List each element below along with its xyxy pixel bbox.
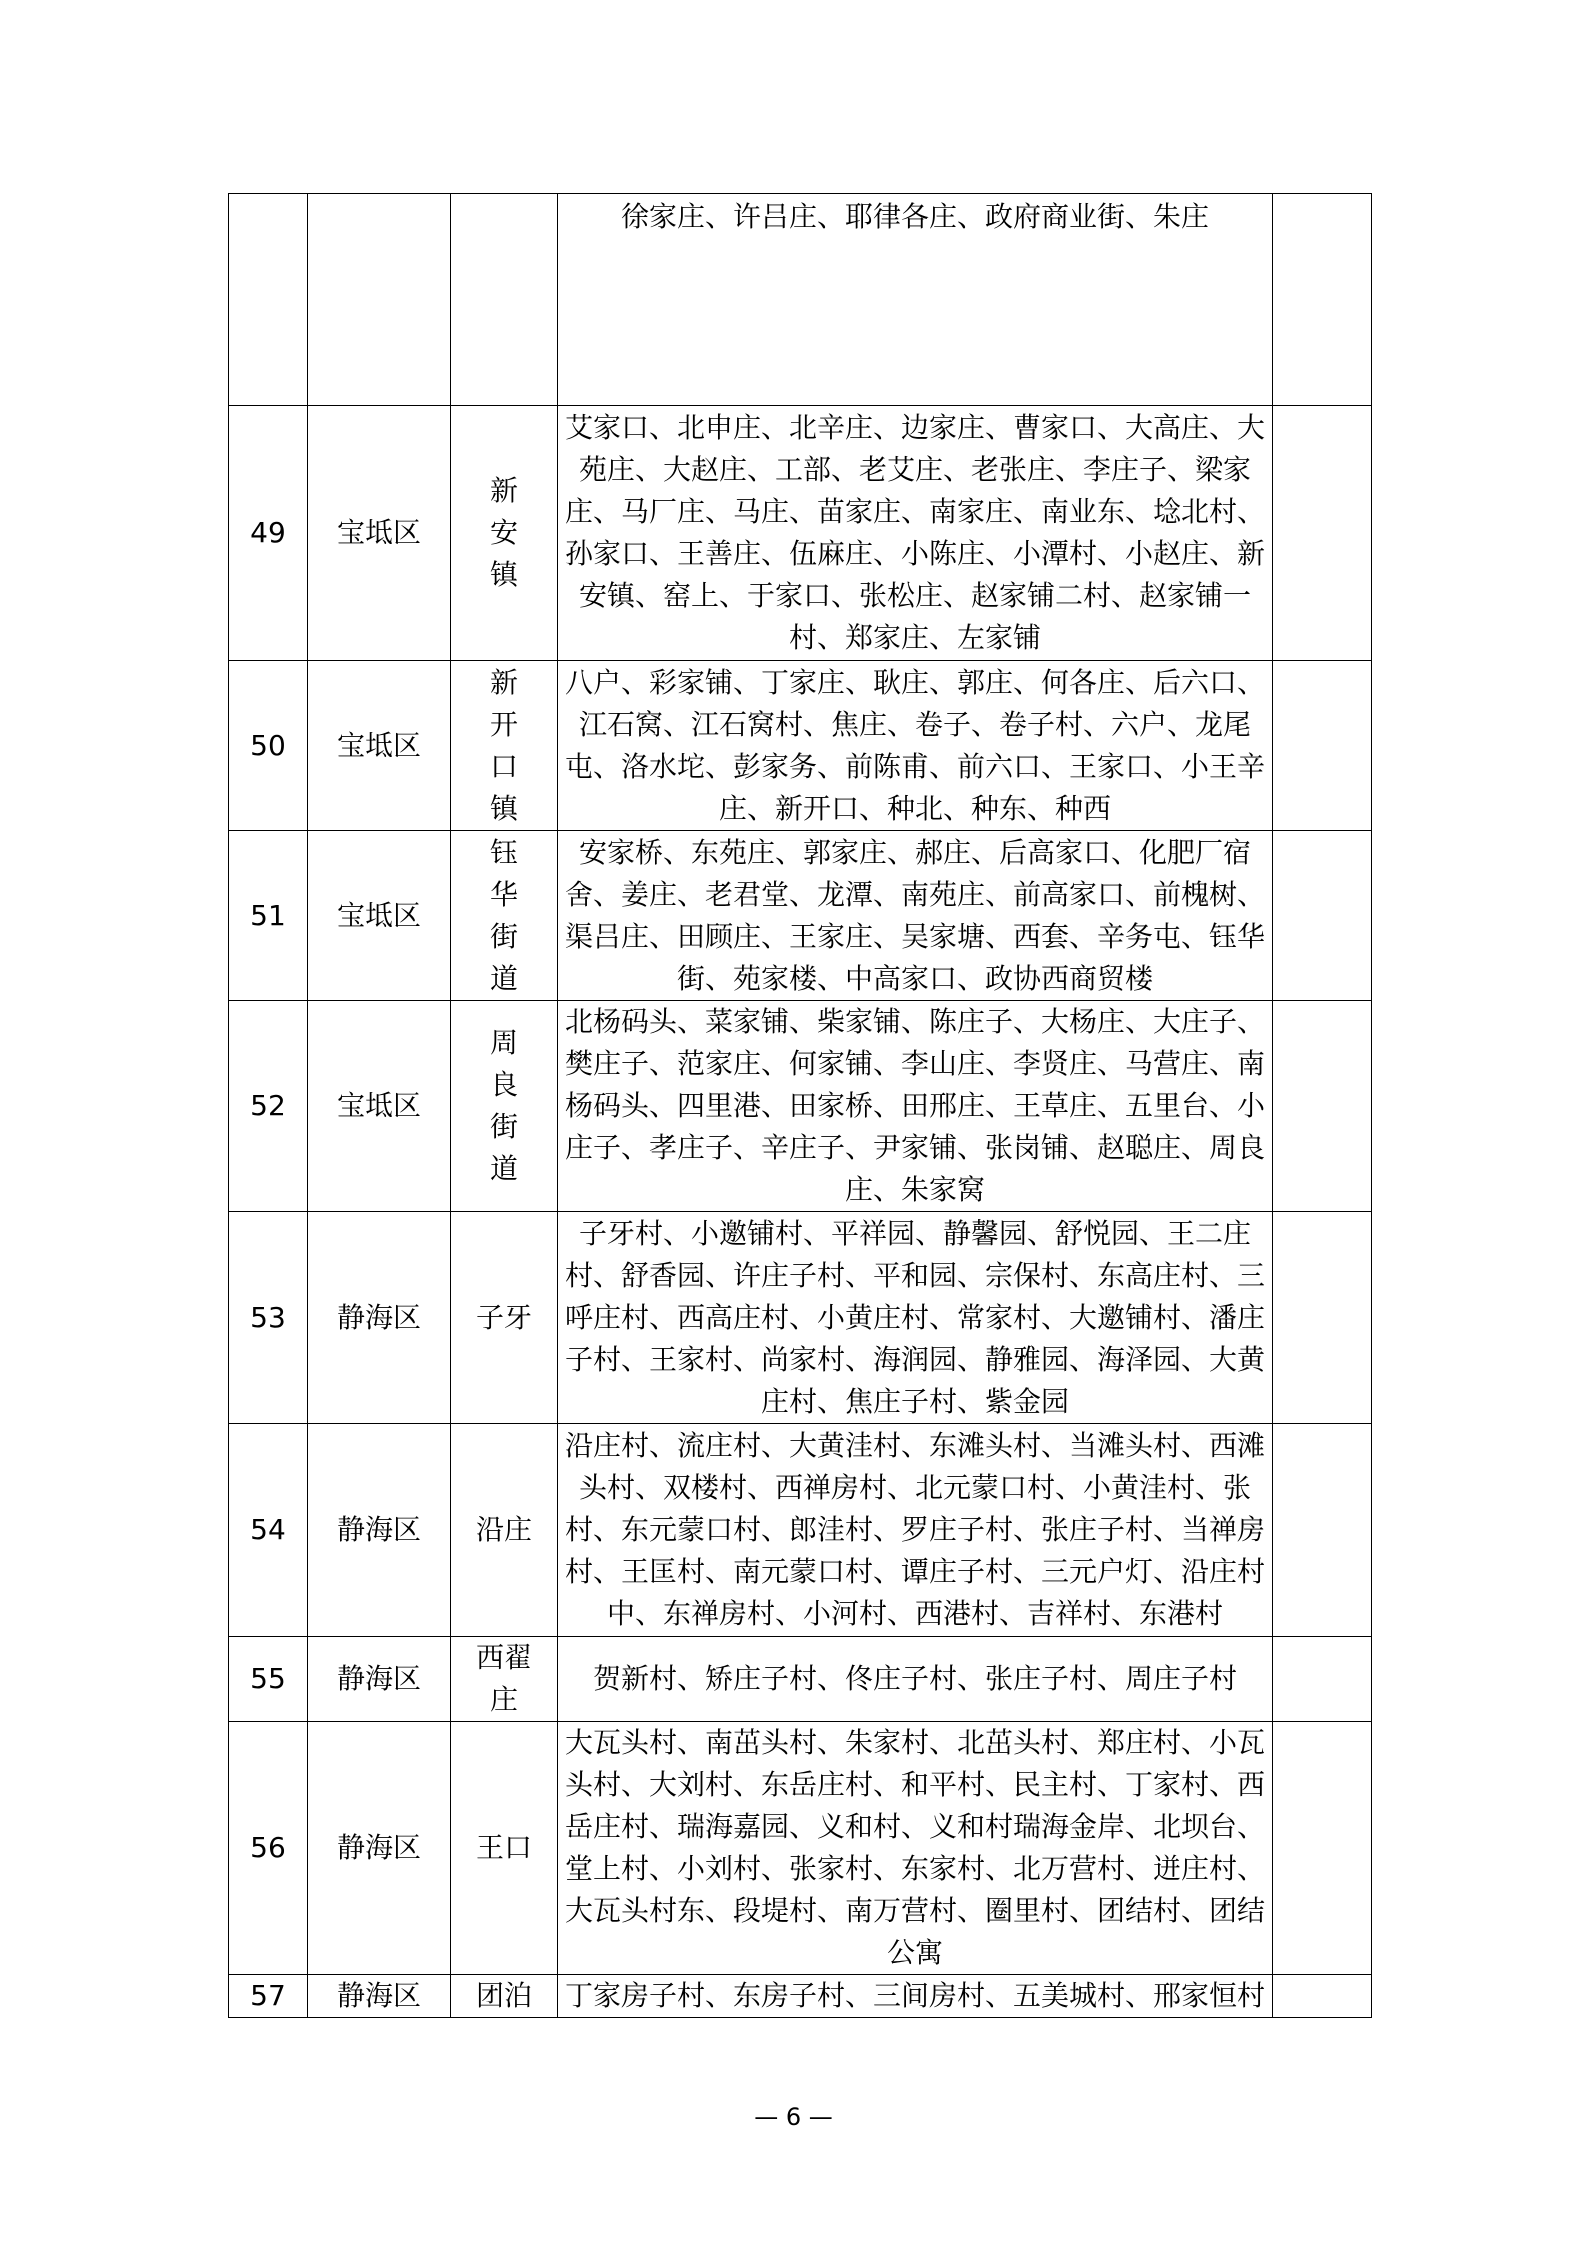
table-row (229, 661, 1372, 831)
note-cell (1273, 661, 1372, 831)
town-cell: 新开口镇 (451, 661, 558, 831)
district-cell: 静海区 (308, 1637, 451, 1722)
village-table (228, 193, 1372, 2018)
table-row (229, 1637, 1372, 1722)
note-cell (1273, 1975, 1372, 2018)
district-cell: 宝坻区 (308, 1001, 451, 1212)
row-number: 57 (229, 1975, 308, 2018)
villages-cell: 丁家房子村、东房子村、三间房村、五美城村、邢家恒村 (558, 1975, 1273, 2018)
note-cell (1273, 1637, 1372, 1722)
row-number: 56 (229, 1722, 308, 1975)
town-cell: 新安镇 (451, 406, 558, 661)
district-cell: 宝坻区 (308, 661, 451, 831)
note-cell (1273, 1722, 1372, 1975)
villages-cell: 安家桥、东苑庄、郭家庄、郝庄、后高家口、化肥厂宿舍、姜庄、老君堂、龙潭、南苑庄、前高家口、前槐树、渠吕庄、田顾庄、王家庄、吴家塘、西套、辛务屯、钰华街、苑家楼、中高家口、政协西商贸楼 (558, 831, 1273, 1001)
villages-cell: 北杨码头、菜家铺、柴家铺、陈庄子、大杨庄、大庄子、樊庄子、范家庄、何家铺、李山庄、李贤庄、马营庄、南杨码头、四里港、田家桥、田邢庄、王草庄、五里台、小庄子、孝庄子、辛庄子、尹家铺、张岗铺、赵聪庄、周良庄、朱家窝 (558, 1001, 1273, 1212)
district-cell: 宝坻区 (308, 831, 451, 1001)
district-cell: 静海区 (308, 1212, 451, 1424)
town-cell: 西翟庄 (451, 1637, 558, 1722)
table-row (229, 1424, 1372, 1637)
table-row (229, 831, 1372, 1001)
table-row (229, 406, 1372, 661)
table-row (229, 1212, 1372, 1424)
town-cell: 沿庄 (451, 1424, 558, 1637)
district-cell: 静海区 (308, 1722, 451, 1975)
note-cell (1273, 194, 1372, 406)
villages-cell: 贺新村、矫庄子村、佟庄子村、张庄子村、周庄子村 (558, 1637, 1273, 1722)
note-cell (1273, 1212, 1372, 1424)
table-row (229, 1001, 1372, 1212)
note-cell (1273, 831, 1372, 1001)
villages-cell: 子牙村、小邀铺村、平祥园、静馨园、舒悦园、王二庄村、舒香园、许庄子村、平和园、宗保村、东高庄村、三呼庄村、西高庄村、小黄庄村、常家村、大邀铺村、潘庄子村、王家村、尚家村、海润园、静雅园、海泽园、大黄庄村、焦庄子村、紫金园 (558, 1212, 1273, 1424)
villages-cell: 八户、彩家铺、丁家庄、耿庄、郭庄、何各庄、后六口、江石窝、江石窝村、焦庄、卷子、卷子村、六户、龙尾屯、洛水坨、彭家务、前陈甫、前六口、王家口、小王辛庄、新开口、种北、种东、种西 (558, 661, 1273, 831)
note-cell (1273, 1424, 1372, 1637)
note-cell (1273, 1001, 1372, 1212)
district-cell: 宝坻区 (308, 406, 451, 661)
row-number: 54 (229, 1424, 308, 1637)
villages-cell: 艾家口、北申庄、北辛庄、边家庄、曹家口、大高庄、大苑庄、大赵庄、工部、老艾庄、老张庄、李庄子、梁家庄、马厂庄、马庄、苗家庄、南家庄、南业东、埝北村、孙家口、王善庄、伍麻庄、小陈庄、小潭村、小赵庄、新安镇、窑上、于家口、张松庄、赵家铺二村、赵家铺一村、郑家庄、左家铺 (558, 406, 1273, 661)
row-number: 50 (229, 661, 308, 831)
district-cell: 静海区 (308, 1975, 451, 2018)
town-cell (451, 194, 558, 406)
town-cell: 钰华街道 (451, 831, 558, 1001)
villages-cell: 大瓦头村、南茁头村、朱家村、北茁头村、郑庄村、小瓦头村、大刘村、东岳庄村、和平村、民主村、丁家村、西岳庄村、瑞海嘉园、义和村、义和村瑞海金岸、北坝台、堂上村、小刘村、张家村、东家村、北万营村、迸庄村、大瓦头村东、段堤村、南万营村、圈里村、团结村、团结公寓 (558, 1722, 1273, 1975)
table-row (229, 1975, 1372, 2018)
town-cell: 王口 (451, 1722, 558, 1975)
row-number: 49 (229, 406, 308, 661)
table-row (229, 194, 1372, 406)
row-number: 55 (229, 1637, 308, 1722)
note-cell (1273, 406, 1372, 661)
town-cell: 团泊 (451, 1975, 558, 2018)
table-row (229, 1722, 1372, 1975)
row-number (229, 194, 308, 406)
villages-cell: 徐家庄、许吕庄、耶律各庄、政府商业街、朱庄 (558, 194, 1273, 406)
page-number: — 6 — (754, 2103, 833, 2131)
district-cell (308, 194, 451, 406)
row-number: 53 (229, 1212, 308, 1424)
district-cell: 静海区 (308, 1424, 451, 1637)
row-number: 52 (229, 1001, 308, 1212)
row-number: 51 (229, 831, 308, 1001)
town-cell: 周良街道 (451, 1001, 558, 1212)
town-cell: 子牙 (451, 1212, 558, 1424)
villages-cell: 沿庄村、流庄村、大黄洼村、东滩头村、当滩头村、西滩头村、双楼村、西禅房村、北元蒙口村、小黄洼村、张村、东元蒙口村、郎洼村、罗庄子村、张庄子村、当禅房村、王匡村、南元蒙口村、谭庄子村、三元户灯、沿庄村中、东禅房村、小河村、西港村、吉祥村、东港村 (558, 1424, 1273, 1637)
